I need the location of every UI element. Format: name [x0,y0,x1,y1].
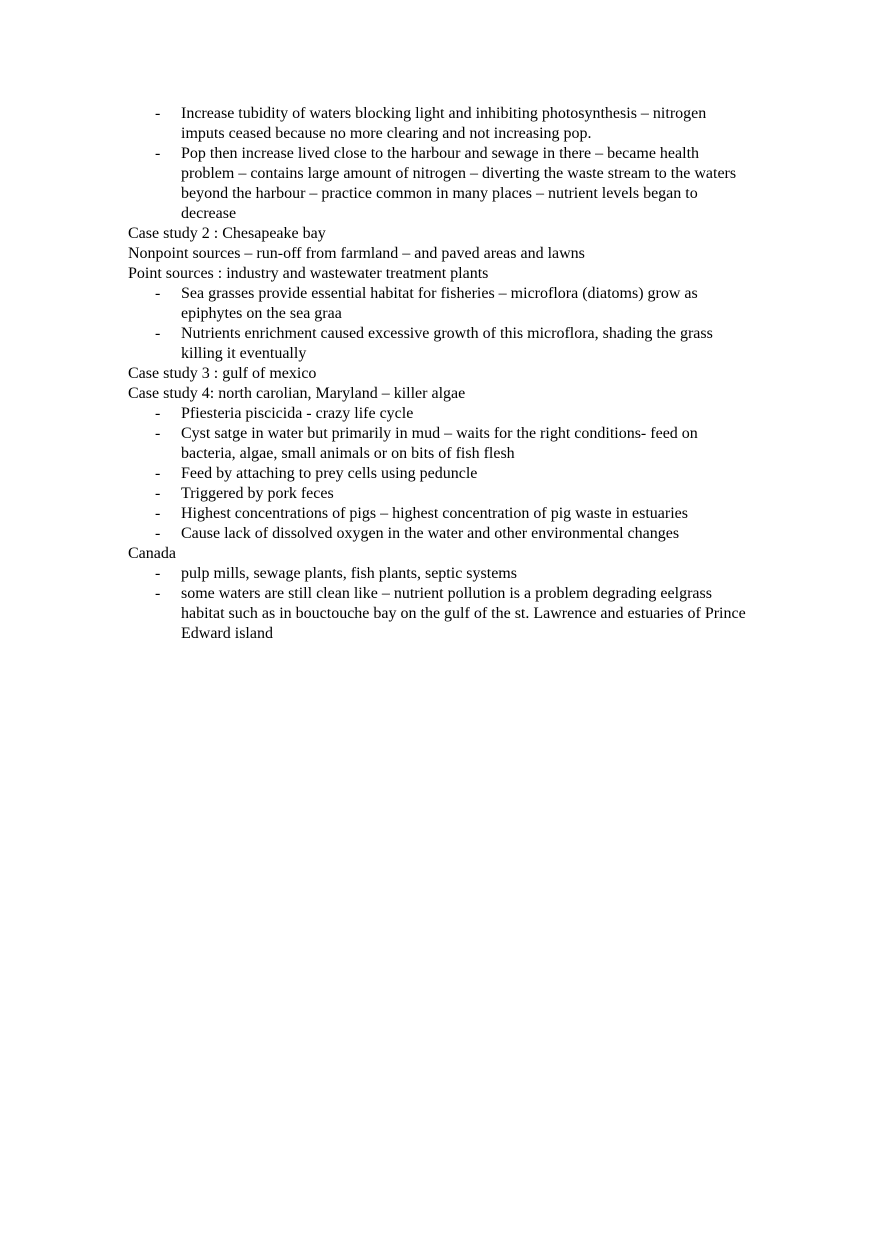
bullet-text: Pop then increase lived close to the harbour and sewage in there – became health problem – contains large amount of nitrogen – diverting the waste stream to the waters beyond the harbour – practice common in many places – nutrient levels began to decrease [181,145,737,222]
bullet-marker: - [155,405,161,422]
bullet-text: some waters are still clean like – nutrient pollution is a problem degrading eelgrass habitat such as in bouctouche bay on the gulf of the st. Lawrence and estuaries of Prince Edward island [181,585,746,642]
bullet-marker: - [155,485,161,502]
bullet-item [128,144,752,224]
bullet-text: Cyst satge in water but primarily in mud – waits for the right conditions- feed on bacteria, algae, small animals or on bits of fish flesh [181,425,698,462]
bullet-marker: - [155,525,161,542]
bullet-text: Triggered by pork feces [181,485,334,502]
bullet-text: Nutrients enrichment caused excessive growth of this microflora, shading the grass killing it eventually [181,325,713,362]
bullet-item [128,464,752,484]
bullet-item [128,524,752,544]
bullet-item [128,584,752,644]
bullet-marker: - [155,145,161,162]
paragraph: Case study 3 : gulf of mexico [128,365,317,382]
bullet-text: Highest concentrations of pigs – highest concentration of pig waste in estuaries [181,505,688,522]
bullet-marker: - [155,585,161,602]
bullet-text: Sea grasses provide essential habitat for fisheries – microflora (diatoms) grow as epiphytes on the sea graa [181,285,698,322]
bullet-item [128,404,752,424]
bullet-item [128,284,752,324]
paragraph: Canada [128,545,176,562]
bullet-marker: - [155,505,161,522]
bullet-item [128,324,752,364]
document-body [128,104,752,644]
bullet-text: pulp mills, sewage plants, fish plants, septic systems [181,565,517,582]
bullet-item [128,424,752,464]
paragraph: Case study 4: north carolian, Maryland – killer algae [128,385,466,402]
bullet-item [128,564,752,584]
bullet-text: Cause lack of dissolved oxygen in the water and other environmental changes [181,525,680,542]
bullet-marker: - [155,465,161,482]
paragraph: Point sources : industry and wastewater treatment plants [128,265,489,282]
bullet-item [128,484,752,504]
bullet-marker: - [155,325,161,342]
bullet-text: Increase tubidity of waters blocking light and inhibiting photosynthesis – nitrogen imputs ceased because no more clearing and not increasing pop. [181,105,707,142]
bullet-marker: - [155,425,161,442]
bullet-item [128,104,752,144]
bullet-marker: - [155,105,161,122]
bullet-text: Pfiesteria piscicida - crazy life cycle [181,405,414,422]
paragraph: Nonpoint sources – run-off from farmland – and paved areas and lawns [128,245,585,262]
bullet-text: Feed by attaching to prey cells using peduncle [181,465,478,482]
bullet-marker: - [155,285,161,302]
paragraph: Case study 2 : Chesapeake bay [128,225,326,242]
bullet-marker: - [155,565,161,582]
bullet-item [128,504,752,524]
